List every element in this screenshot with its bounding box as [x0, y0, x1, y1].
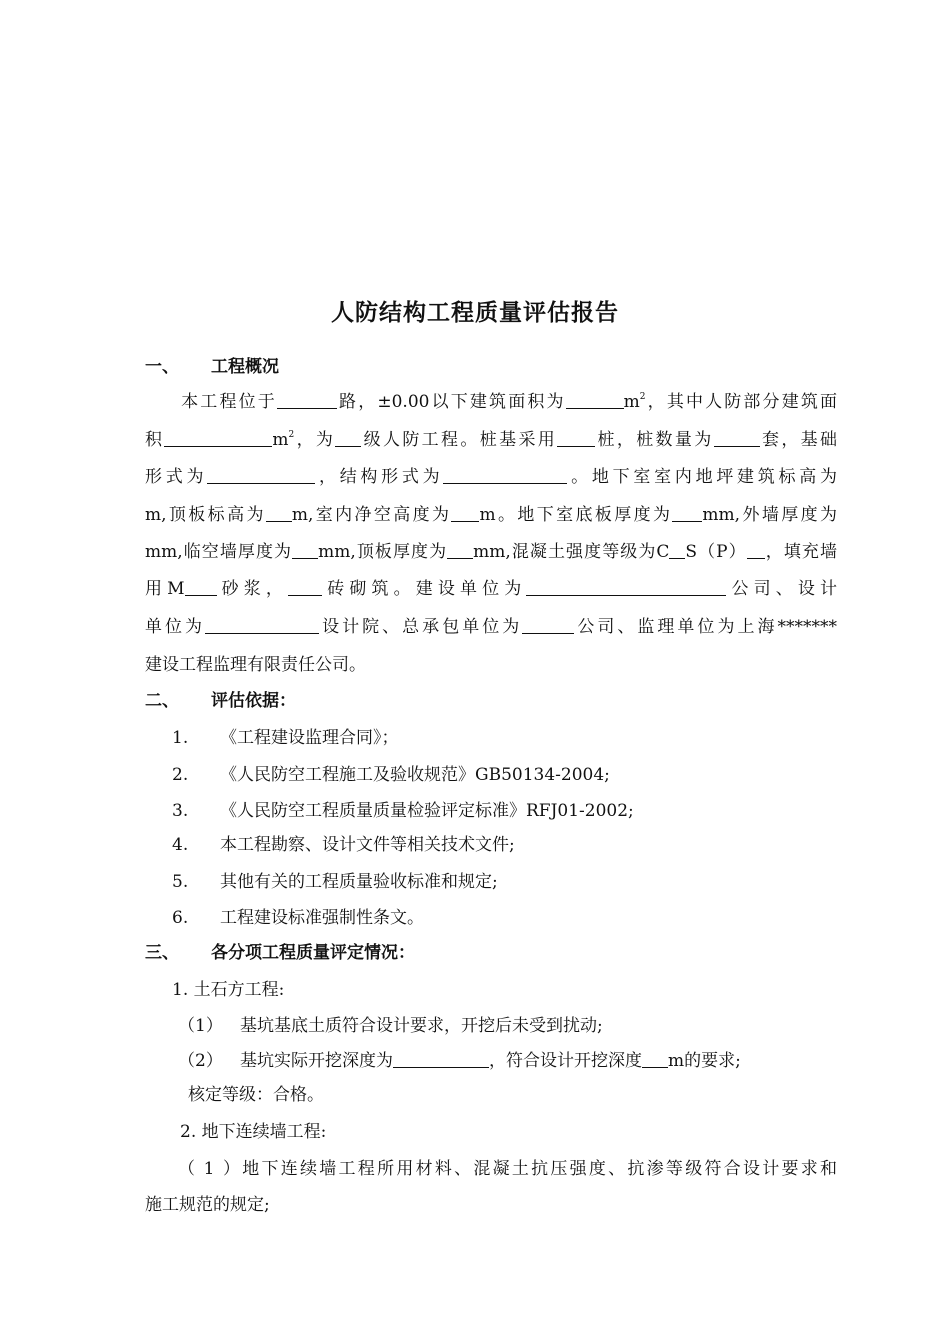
paragraph-line: 建设工程监理有限责任公司。 [145, 655, 366, 675]
paragraph-line: （2） 基坑实际开挖深度为 ，符合设计开挖深度 m的要求; [178, 1051, 741, 1071]
blank-field [526, 578, 726, 596]
list-item: 6. 工程建设标准强制性条文。 [172, 908, 424, 928]
paragraph-line: 本工程位于 路，±0.00以下建筑面积为 $m^2$，其中人防部分建筑面 [179, 392, 838, 412]
blank-field [747, 541, 765, 559]
blank-field [522, 616, 574, 634]
blank-field [443, 466, 567, 484]
subsection-heading: 2. 地下连续墙工程: [180, 1122, 327, 1142]
blank-field [557, 429, 595, 447]
list-item: 4. 本工程勘察、设计文件等相关技术文件; [172, 835, 515, 855]
section-heading-3 [145, 938, 837, 963]
section-title: 各分项工程质量评定情况： [211, 943, 415, 963]
list-item: 1. 《工程建设监理合同》； [172, 728, 399, 748]
list-item: 5. 其他有关的工程质量验收标准和规定; [172, 872, 498, 892]
blank-field [642, 1050, 668, 1068]
blank-field [672, 504, 702, 522]
paragraph-line: （1）地下连续墙工程所用材料、混凝土抗压强度、抗渗等级符合设计要求和 [178, 1159, 837, 1179]
blank-field [451, 504, 479, 522]
list-item: 3. 《人民防空工程质量质量检验评定标准》RFJ01-2002; [172, 801, 634, 821]
section-title: 工程概况 [211, 357, 279, 377]
paragraph-line: 用M 砂浆， 砖砌筑。建设单位为 公司、设计 [145, 579, 838, 599]
section-number: 三、 [145, 943, 179, 963]
blank-field [185, 578, 217, 596]
blank-field [292, 541, 318, 559]
blank-field [207, 466, 315, 484]
blank-field [566, 391, 624, 409]
paragraph-line: 形式为 ，结构形式为 。地下室室内地坪建筑标高为 [145, 467, 838, 487]
paragraph-line: mm,临空墙厚度为 mm,顶板厚度为 mm,混凝土强度等级为C S（P） ，填充墙 [145, 542, 837, 562]
rating-line: 核定等级：合格。 [188, 1085, 324, 1105]
page-title: 人防结构工程质量评估报告 [331, 300, 619, 326]
blank-field [266, 504, 292, 522]
blank-field [164, 429, 272, 447]
blank-field [447, 541, 473, 559]
subsection-heading: 1. 土石方工程: [172, 980, 285, 1000]
list-item: 2. 《人民防空工程施工及验收规范》GB50134-2004; [172, 765, 610, 785]
paragraph-line: （1） 基坑基底土质符合设计要求，开挖后未受到扰动; [178, 1016, 603, 1036]
blank-field [277, 391, 337, 409]
blank-field [669, 541, 685, 559]
paragraph-line: 单位为 设计院、总承包单位为 公司、监理单位为上海******* [145, 617, 838, 637]
paragraph-line: 积 $m^2$，为 级人防工程。桩基采用 桩，桩数量为 套，基础 [145, 430, 838, 450]
section-heading-2 [145, 686, 837, 711]
blank-field [714, 429, 760, 447]
section-title: 评估依据： [211, 691, 296, 711]
section-heading-1 [145, 352, 837, 377]
paragraph-line: m,顶板标高为 m,室内净空高度为 m。地下室底板厚度为 mm,外墙厚度为 [145, 505, 837, 525]
blank-field [393, 1050, 489, 1068]
blank-field [205, 616, 319, 634]
paragraph-line: 施工规范的规定; [145, 1195, 270, 1215]
section-number: 一、 [145, 357, 179, 377]
blank-field [288, 578, 322, 596]
blank-field [335, 429, 361, 447]
section-number: 二、 [145, 691, 179, 711]
